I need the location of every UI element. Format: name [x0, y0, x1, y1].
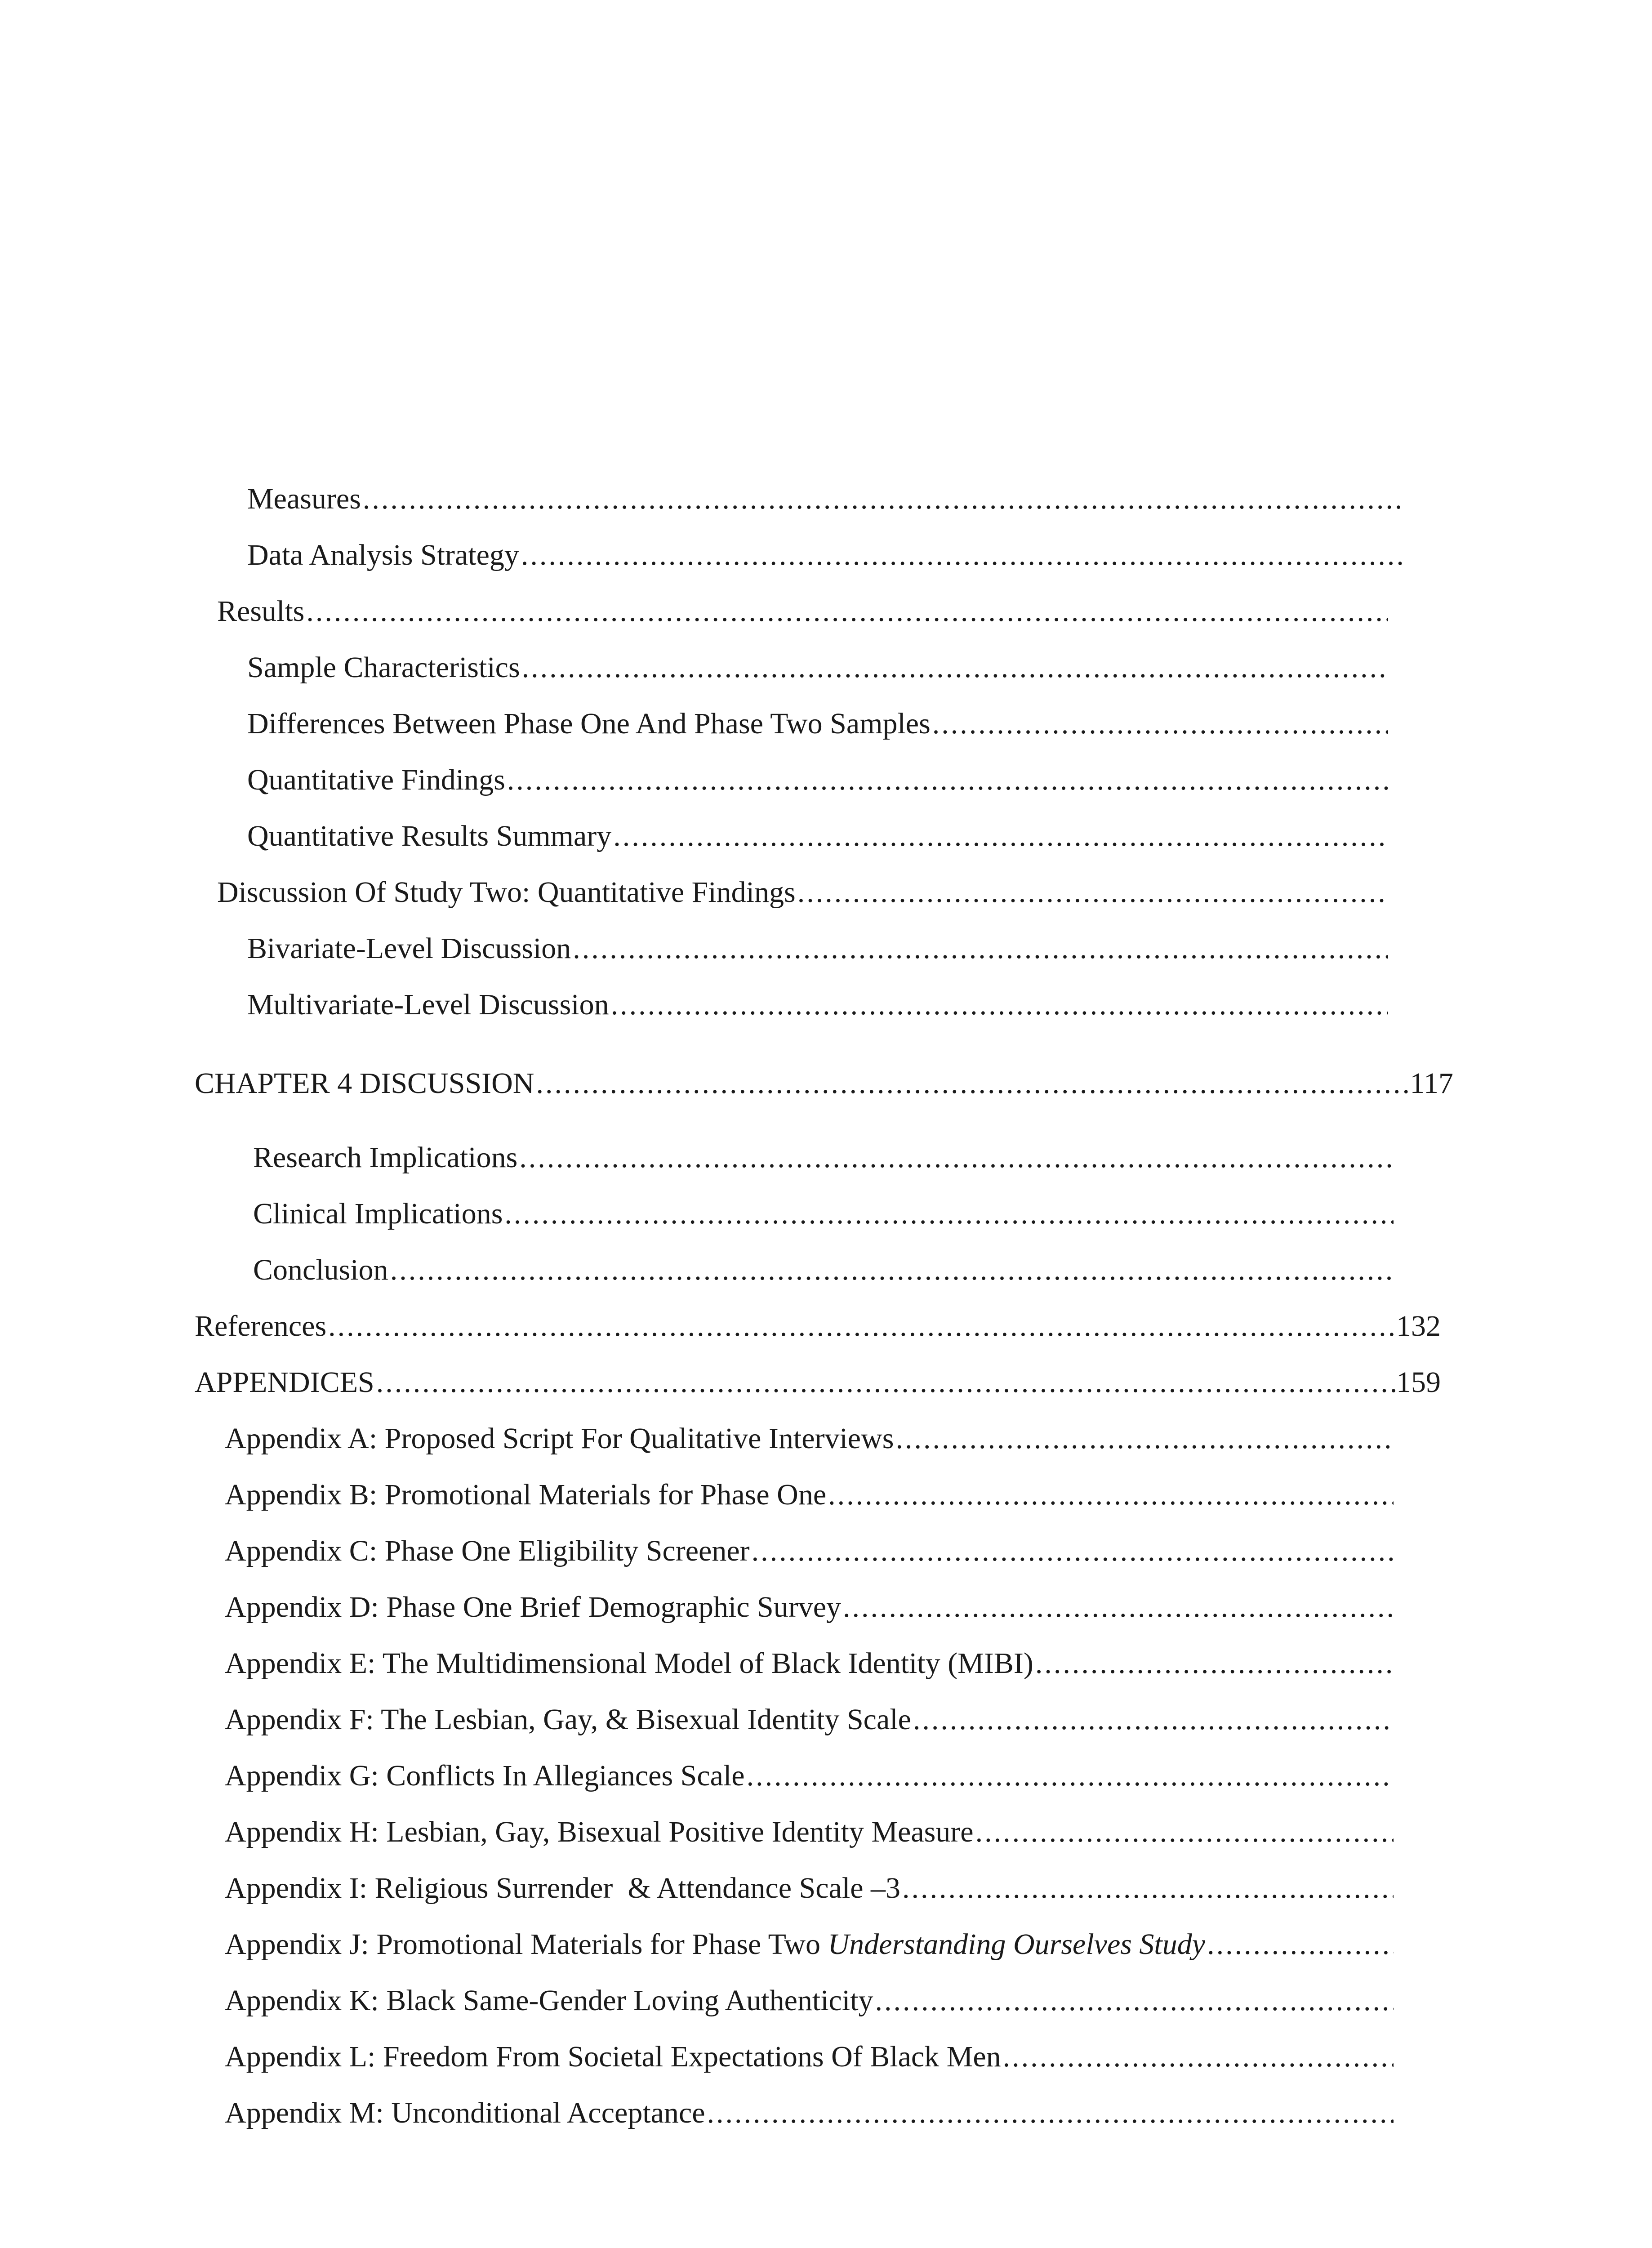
toc-label: Appendix A: Proposed Script For Qualitative Interviews [225, 1422, 894, 1455]
toc-label: Appendix F: The Lesbian, Gay, & Bisexual Identity Scale [225, 1703, 911, 1736]
toc-entry-discussion-study-two [217, 868, 1388, 913]
toc-entry-conclusion [253, 1245, 1394, 1290]
leader-dots [1207, 1924, 1394, 1965]
toc-label: Quantitative Findings [247, 763, 505, 796]
toc-entry-appendices [195, 1358, 1441, 1403]
leader-dots [613, 816, 1388, 856]
toc-entry-bivariate-discussion [247, 924, 1388, 969]
leader-dots [895, 1418, 1394, 1459]
leader-dots [306, 591, 1388, 632]
toc-entry-appendix-f [225, 1695, 1394, 1740]
leader-dots [522, 647, 1388, 688]
toc-label: Clinical Implications [253, 1197, 503, 1230]
leader-dots [376, 1362, 1396, 1403]
leader-dots [573, 928, 1388, 969]
toc-entry-research-implications [253, 1133, 1394, 1178]
toc-entry-clinical-implications [253, 1189, 1394, 1234]
leader-dots [390, 1250, 1394, 1290]
toc-entry-appendix-k [225, 1976, 1394, 2021]
toc-entry-references [195, 1302, 1441, 1347]
toc-label-italic: Understanding Ourselves Study [828, 1928, 1206, 1961]
toc-label: Data Analysis Strategy [247, 539, 519, 571]
toc-entry-results [217, 587, 1388, 632]
leader-dots [1003, 2037, 1394, 2077]
toc-label [225, 1924, 1205, 1965]
leader-dots [975, 1812, 1394, 1852]
toc-label: Bivariate-Level Discussion [247, 932, 571, 965]
leader-dots [1035, 1643, 1394, 1684]
leader-dots [752, 1531, 1394, 1571]
toc-label: Appendix H: Lesbian, Gay, Bisexual Positive Identity Measure [225, 1815, 974, 1848]
toc-entry-appendix-e [225, 1639, 1394, 1684]
toc-label: Conclusion [253, 1253, 388, 1286]
toc-label: Appendix D: Phase One Brief Demographic Survey [225, 1591, 842, 1624]
toc-label: Appendix M: Unconditional Acceptance [225, 2096, 705, 2129]
toc-label: Quantitative Results Summary [247, 820, 612, 852]
toc-label-text: Appendix J: Promotional Materials for Phase Two [225, 1928, 828, 1961]
toc-label: Sample Characteristics [247, 651, 520, 684]
leader-dots [843, 1587, 1394, 1628]
toc-label: CHAPTER 4 DISCUSSION [195, 1067, 534, 1100]
leader-dots [519, 1137, 1394, 1178]
leader-dots [504, 1194, 1394, 1234]
leader-dots [875, 1980, 1394, 2021]
toc-label: Measures [247, 482, 361, 515]
toc-entry-appendix-a [225, 1414, 1394, 1459]
leader-dots [507, 760, 1388, 800]
toc-label: Appendix K: Black Same-Gender Loving Authenticity [225, 1984, 873, 2017]
toc-label: Appendix I: Religious Surrender & Attendance Scale –3 [225, 1872, 900, 1905]
toc-label: Research Implications [253, 1141, 518, 1174]
toc-label: Multivariate-Level Discussion [247, 988, 609, 1021]
toc-entry-data-analysis-strategy [247, 531, 1403, 575]
toc-page-number: 159 [1396, 1366, 1441, 1399]
toc-label: APPENDICES [195, 1366, 374, 1399]
toc-label: Discussion Of Study Two: Quantitative Findings [217, 876, 796, 909]
leader-dots [328, 1306, 1396, 1347]
toc-label: Appendix C: Phase One Eligibility Screener [225, 1534, 750, 1567]
toc-page-number: 132 [1396, 1310, 1441, 1343]
leader-dots [363, 479, 1403, 519]
leader-dots [932, 704, 1388, 744]
toc-page-number: 117 [1410, 1067, 1453, 1100]
leader-dots [707, 2093, 1394, 2133]
toc-label: Appendix L: Freedom From Societal Expectations Of Black Men [225, 2040, 1001, 2073]
toc-label: References [195, 1310, 327, 1343]
toc-label: Results [217, 595, 305, 628]
leader-dots [913, 1699, 1394, 1740]
toc-entry-multivariate-discussion [247, 980, 1388, 1025]
toc-entry-differences-between-phases [247, 699, 1388, 744]
toc-entry-chapter-4 [195, 1059, 1453, 1104]
toc-label: Appendix B: Promotional Materials for Phase One [225, 1478, 827, 1511]
toc-entry-appendix-d [225, 1583, 1394, 1628]
toc-entry-appendix-b [225, 1470, 1394, 1515]
toc-entry-appendix-j [225, 1920, 1394, 1965]
leader-dots [797, 872, 1388, 913]
toc-entry-appendix-m [225, 2088, 1394, 2133]
toc-entry-appendix-i [225, 1864, 1394, 1909]
toc-entry-appendix-c [225, 1526, 1394, 1571]
leader-dots [536, 1063, 1410, 1104]
leader-dots [611, 985, 1388, 1025]
leader-dots [521, 535, 1403, 575]
leader-dots [828, 1475, 1394, 1515]
toc-entry-sample-characteristics [247, 643, 1388, 688]
leader-dots [902, 1868, 1394, 1909]
toc-entry-quantitative-results-summary [247, 812, 1388, 856]
toc-label: Appendix G: Conflicts In Allegiances Scale [225, 1759, 745, 1792]
toc-label: Appendix E: The Multidimensional Model of Black Identity (MIBI) [225, 1647, 1033, 1680]
toc-entry-appendix-g [225, 1751, 1394, 1796]
toc-entry-appendix-l [225, 2032, 1394, 2077]
toc-entry-appendix-h [225, 1807, 1394, 1852]
leader-dots [747, 1756, 1394, 1796]
toc-label: Differences Between Phase One And Phase Two Samples [247, 707, 931, 740]
toc-entry-quantitative-findings [247, 755, 1388, 800]
toc-entry-measures [247, 474, 1403, 519]
